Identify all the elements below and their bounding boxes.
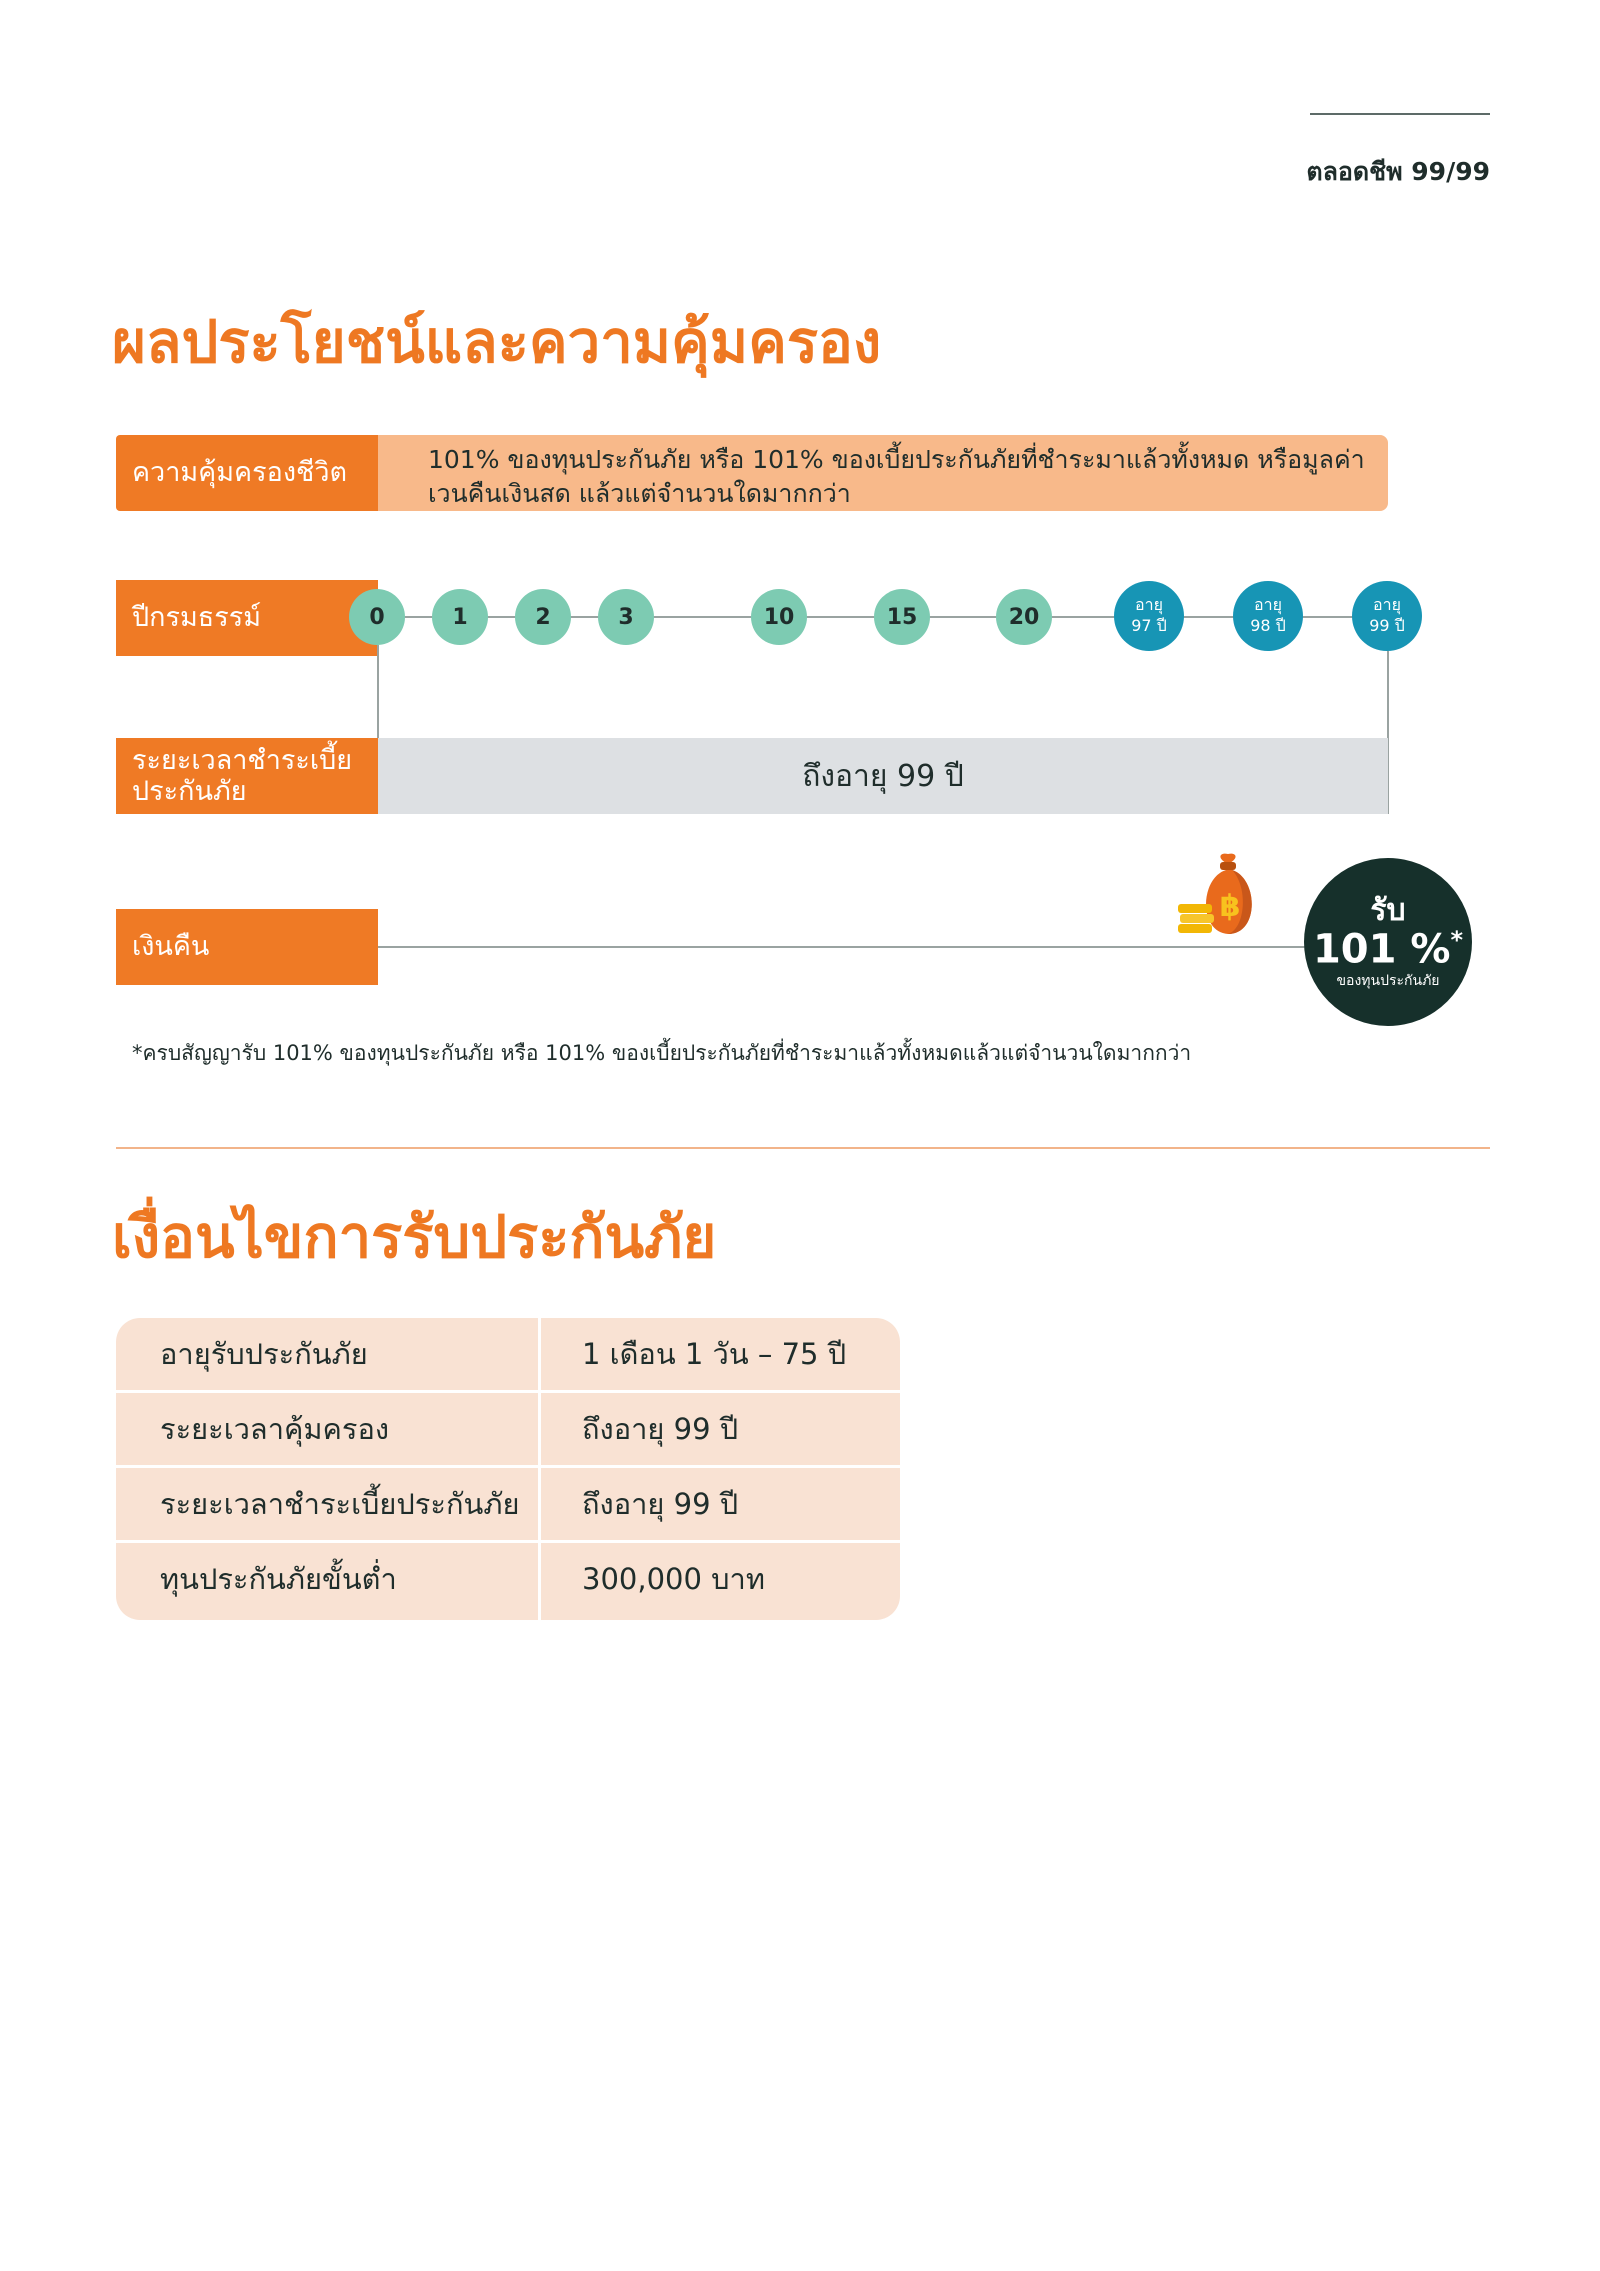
coverage-text-line1: 101% ของทุนประกันภัย หรือ 101% ของเบี้ยประกันภัยที่ชำระมาแล้วทั้งหมด หรือมูลค่า bbox=[428, 445, 1365, 474]
table-row bbox=[116, 1393, 900, 1465]
coverage-text-line2: เวนคืนเงินสด แล้วแต่จำนวนใดมากกว่า bbox=[428, 478, 851, 508]
section-divider bbox=[116, 1147, 1490, 1149]
benefits-title: ผลประโยชน์และความคุ้มครอง bbox=[112, 308, 882, 376]
age-node-97 bbox=[1114, 581, 1184, 651]
condition-label: ระยะเวลาชำระเบี้ยประกันภัย bbox=[160, 1487, 520, 1521]
conditions-table bbox=[116, 1318, 900, 1620]
age-node-value: 99 ปี bbox=[1369, 616, 1405, 635]
age-node-value: 98 ปี bbox=[1250, 616, 1286, 635]
table-row bbox=[116, 1318, 900, 1390]
badge-percent: 101 % bbox=[1312, 926, 1451, 973]
timeline-node: 10 bbox=[751, 589, 807, 645]
svg-text:฿: ฿ bbox=[1219, 889, 1241, 924]
badge-caption: ของทุนประกันภัย bbox=[1336, 972, 1440, 989]
maturity-badge bbox=[1304, 858, 1472, 1026]
timeline-node: 0 bbox=[349, 589, 405, 645]
age-node-99 bbox=[1352, 581, 1422, 651]
timeline-node: 1 bbox=[432, 589, 488, 645]
timeline-node: 15 bbox=[874, 589, 930, 645]
header-label: ตลอดชีพ 99/99 bbox=[1306, 157, 1490, 186]
timeline-node: 2 bbox=[515, 589, 571, 645]
cashback-label: เงินคืน bbox=[116, 909, 378, 985]
coverage-label: ความคุ้มครองชีวิต bbox=[116, 435, 378, 511]
footnote: *ครบสัญญารับ 101% ของทุนประกันภัย หรือ 101% ของเบี้ยประกันภัยที่ชำระมาแล้วทั้งหมดแล้วแต่จำนวนใดมากกว่า bbox=[132, 1041, 1192, 1065]
age-node-prefix: อายุ bbox=[1254, 595, 1282, 615]
payment-period-label bbox=[116, 738, 378, 814]
payment-period-label-line2: ประกันภัย bbox=[132, 776, 247, 807]
badge-star: * bbox=[1450, 926, 1464, 955]
header-rule bbox=[1310, 113, 1490, 115]
cashback-line bbox=[378, 946, 1308, 948]
condition-value: ถึงอายุ 99 ปี bbox=[582, 1487, 739, 1521]
condition-label: ทุนประกันภัยขั้นต่ำ bbox=[160, 1562, 397, 1596]
timeline-node: 3 bbox=[598, 589, 654, 645]
badge-value bbox=[1313, 927, 1463, 971]
column-separator bbox=[538, 1318, 541, 1620]
timeline-start-guide bbox=[377, 645, 379, 740]
payment-period-bar bbox=[378, 738, 1388, 814]
age-node-value: 97 ปี bbox=[1131, 616, 1167, 635]
condition-value: 300,000 บาท bbox=[582, 1562, 765, 1596]
conditions-title: เงื่อนไขการรับประกันภัย bbox=[112, 1203, 717, 1271]
coins-icon bbox=[1178, 904, 1214, 933]
money-bag-icon bbox=[1176, 848, 1280, 940]
payment-period-label-line1: ระยะเวลาชำระเบี้ย bbox=[132, 744, 353, 776]
policy-year-label: ปีกรมธรรม์ bbox=[116, 580, 378, 656]
age-node-prefix: อายุ bbox=[1135, 595, 1163, 615]
condition-value: 1 เดือน 1 วัน – 75 ปี bbox=[582, 1337, 847, 1371]
condition-label: อายุรับประกันภัย bbox=[160, 1337, 368, 1371]
condition-label: ระยะเวลาคุ้มครอง bbox=[160, 1412, 390, 1446]
payment-period-value: ถึงอายุ 99 ปี bbox=[802, 758, 964, 794]
coverage-description bbox=[378, 435, 1388, 511]
age-node-prefix: อายุ bbox=[1373, 595, 1401, 615]
condition-value: ถึงอายุ 99 ปี bbox=[582, 1412, 739, 1446]
timeline-node: 20 bbox=[996, 589, 1052, 645]
table-row bbox=[116, 1543, 900, 1615]
badge-receive-label: รับ bbox=[1370, 893, 1406, 929]
age-node-98 bbox=[1233, 581, 1303, 651]
table-row bbox=[116, 1468, 900, 1540]
